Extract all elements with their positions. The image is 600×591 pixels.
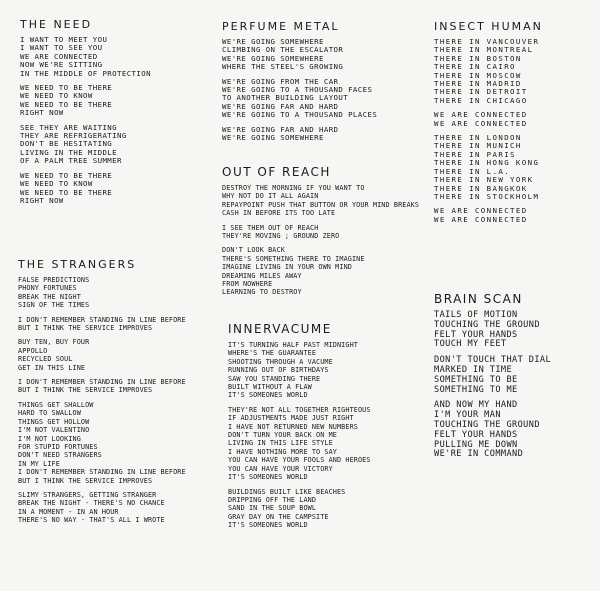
section-the-strangers bbox=[18, 258, 186, 525]
lyric-line: FOR STUPID FORTUNES bbox=[18, 442, 98, 451]
lyric-line: GRAY DAY ON THE CAMPSITE bbox=[228, 512, 329, 521]
lyric-line: THERE IN HONG KONG bbox=[434, 158, 540, 168]
lyric-line: BUILT WITHOUT A FLAW bbox=[228, 383, 312, 392]
lyric-line: THERE IN MUNICH bbox=[434, 141, 522, 151]
lyric-line: AND NOW MY HAND bbox=[434, 400, 518, 411]
lyric-line: APPOLLO bbox=[18, 346, 48, 355]
section-title: INSECT HUMAN bbox=[434, 20, 543, 33]
lyric-line: PHONY FORTUNES bbox=[18, 284, 77, 293]
lyric-line: WE NEED TO BE THERE bbox=[20, 187, 113, 197]
lyric-line: IT'S TURNING HALF PAST MIDNIGHT bbox=[228, 341, 358, 349]
lyric-line: THERE'S SOMETHING THERE TO IMAGINE bbox=[222, 254, 365, 263]
lyric-line: WE NEED TO BE THERE bbox=[20, 83, 113, 93]
lyric-line: IT'S SOMEONES WORLD bbox=[228, 391, 308, 400]
lyric-line: DON'T TURN YOUR BACK ON ME bbox=[228, 431, 337, 440]
lyric-line: THEY'RE NOT ALL TOGETHER RIGHTEOUS bbox=[228, 405, 371, 414]
lyric-lines bbox=[222, 38, 377, 142]
lyric-line: WE'RE GOING SOMEWHERE bbox=[222, 53, 324, 63]
lyric-line: WE'RE GOING TO A THOUSAND PLACES bbox=[222, 110, 378, 120]
lyric-line: THEY ARE REFRIGERATING bbox=[20, 131, 127, 141]
lyric-line: SAND IN THE SOUP BOWL bbox=[228, 504, 317, 513]
lyric-line: THERE IN MONTREAL bbox=[434, 45, 534, 55]
lyric-line: SOMETHING TO ME bbox=[434, 384, 518, 395]
lyric-line: THERE IN NEW YORK bbox=[434, 175, 534, 185]
lyric-line: FELT YOUR HANDS bbox=[434, 429, 518, 440]
lyric-line: THERE IN BOSTON bbox=[434, 53, 522, 63]
lyric-line: THERE IN VANCOUVER bbox=[434, 37, 540, 46]
lyric-line: PULLING ME DOWN bbox=[434, 439, 518, 450]
lyric-line: I'M YOUR MAN bbox=[434, 410, 501, 421]
section-perfume-metal bbox=[222, 20, 377, 142]
lyric-line: CASH IN BEFORE ITS TOO LATE bbox=[222, 209, 336, 218]
lyric-line: I HAVE NOT RETURNED NEW NUMBERS bbox=[228, 422, 358, 431]
lyric-line: THERE IN MADRID bbox=[434, 79, 522, 89]
section-title: BRAIN SCAN bbox=[434, 292, 523, 306]
lyric-line: I WANT TO SEE YOU bbox=[20, 43, 103, 53]
lyric-line: WE'RE GOING SOMEWHERE bbox=[222, 37, 324, 46]
lyric-line: SEE THEY ARE WAITING bbox=[20, 122, 117, 132]
lyric-lines bbox=[434, 311, 551, 460]
lyric-line: CLIMBING ON THE ESCALATOR bbox=[222, 45, 344, 55]
lyric-line: DON'T NEED STRANGERS bbox=[18, 451, 102, 460]
lyric-line: TO ANOTHER BUILDING LAYOUT bbox=[222, 93, 349, 103]
lyric-line: RUNNING OUT OF BIRTHDAYS bbox=[228, 366, 329, 375]
lyric-line: SHOOTING THROUGH A VACUME bbox=[228, 357, 333, 366]
lyric-line: DREAMING MILES AWAY bbox=[222, 271, 302, 280]
lyric-lines bbox=[222, 184, 419, 297]
lyric-line: SLIMY STRANGERS, GETTING STRANGER bbox=[18, 490, 157, 499]
lyric-line: THINGS GET SHALLOW bbox=[18, 400, 94, 409]
lyric-line: THERE IN DETROIT bbox=[434, 87, 528, 97]
lyric-line: RIGHT NOW bbox=[20, 108, 64, 118]
lyric-line: WE ARE CONNECTED bbox=[434, 118, 528, 128]
lyric-line: LEARNING TO DESTROY bbox=[222, 288, 302, 297]
lyric-line: I DON'T REMEMBER STANDING IN LINE BEFORE bbox=[18, 378, 186, 387]
lyric-line: WHY NOT DO IT ALL AGAIN bbox=[222, 192, 319, 201]
lyric-line: WE'RE GOING FROM THE CAR bbox=[222, 76, 339, 86]
lyric-line: IT'S SOMEONES WORLD bbox=[228, 473, 308, 482]
lyric-line: THERE IN LONDON bbox=[434, 133, 522, 143]
section-insect-human bbox=[434, 20, 543, 224]
section-title: THE NEED bbox=[20, 18, 93, 31]
lyric-line: FROM NOWHERE bbox=[222, 280, 273, 289]
section-title: OUT OF REACH bbox=[222, 165, 331, 179]
lyric-line: WHERE THE STEEL'S GROWING bbox=[222, 62, 344, 72]
lyric-line: IT'S SOMEONES WORLD bbox=[228, 521, 308, 530]
lyric-line: WE NEED TO BE THERE bbox=[20, 170, 113, 180]
lyric-line: IN THE MIDDLE OF PROTECTION bbox=[20, 68, 151, 78]
lyric-line: MARKED IN TIME bbox=[434, 364, 513, 375]
lyric-lines bbox=[228, 341, 371, 530]
lyric-line: WE ARE CONNECTED bbox=[20, 51, 98, 61]
lyric-line: LIVING IN THE MIDDLE bbox=[20, 147, 117, 157]
lyric-line: IMAGINE LIVING IN YOUR OWN MIND bbox=[222, 263, 352, 272]
lyric-line: I DON'T REMEMBER STANDING IN LINE BEFORE bbox=[18, 315, 186, 324]
lyric-line: BUT I THINK THE SERVICE IMPROVES bbox=[18, 386, 153, 395]
lyric-line: TOUCH MY FEET bbox=[434, 339, 507, 350]
lyric-line: IN A MOMENT - IN AN HOUR bbox=[18, 507, 119, 516]
lyric-line: I'M NOT LOOKING bbox=[18, 434, 81, 443]
lyric-line: LIVING IN THIS LIFE STYLE bbox=[228, 439, 333, 448]
lyric-line: DON'T BE HESITATING bbox=[20, 139, 113, 149]
lyric-line: WE ARE CONNECTED bbox=[434, 214, 528, 224]
lyric-line: YOU CAN HAVE YOUR FOOLS AND HEROES bbox=[228, 456, 371, 465]
lyric-line: WE NEED TO BE THERE bbox=[20, 99, 113, 109]
lyric-line: BUILDINGS BUILT LIKE BEACHES bbox=[228, 487, 346, 496]
section-the-need bbox=[20, 18, 151, 205]
lyric-line: NOW WE'RE SITTING bbox=[20, 60, 103, 70]
lyric-line: WE'RE GOING FAR AND HARD bbox=[222, 101, 339, 111]
lyric-line: TAILS OF MOTION bbox=[434, 310, 518, 320]
lyric-line: BUY TEN, BUY FOUR bbox=[18, 338, 90, 347]
lyric-line: THERE'S NO WAY - THAT'S ALL I WROTE bbox=[18, 516, 165, 525]
lyric-line: OF A PALM TREE SUMMER bbox=[20, 156, 122, 166]
lyric-line: WE'RE IN COMMAND bbox=[434, 449, 524, 460]
lyric-line: SIGN OF THE TIMES bbox=[18, 301, 90, 310]
lyric-line: THERE IN STOCKHOLM bbox=[434, 191, 540, 201]
lyric-line: IN MY LIFE bbox=[18, 459, 60, 468]
section-title: PERFUME METAL bbox=[222, 20, 340, 33]
lyric-line: THERE IN MOSCOW bbox=[434, 70, 522, 80]
lyric-line: THERE IN CHICAGO bbox=[434, 95, 528, 105]
section-title: INNERVACUME bbox=[228, 322, 332, 336]
lyric-line: THEY'RE MOVING ; GROUND ZERO bbox=[222, 232, 340, 241]
lyric-line: IF ADJUSTMENTS MADE JUST RIGHT bbox=[228, 414, 354, 423]
lyric-line: WE ARE CONNECTED bbox=[434, 110, 528, 120]
lyric-line: WE'RE GOING SOMEWHERE bbox=[222, 133, 324, 143]
lyric-line: DESTROY THE MORNING IF YOU WANT TO bbox=[222, 184, 365, 192]
lyric-line: THERE IN PARIS bbox=[434, 149, 516, 159]
lyric-line: RIGHT NOW bbox=[20, 195, 64, 205]
section-out-of-reach bbox=[222, 165, 419, 297]
lyric-line: HARD TO SWALLOW bbox=[18, 409, 81, 418]
lyric-line: I WANT TO MEET YOU bbox=[20, 35, 108, 44]
lyric-line: WE NEED TO KNOW bbox=[20, 179, 93, 189]
lyric-line: BREAK THE NIGHT - THERE'S NO CHANCE bbox=[18, 499, 165, 508]
lyric-line: YOU CAN HAVE YOUR VICTORY bbox=[228, 464, 333, 473]
lyric-line: FELT YOUR HANDS bbox=[434, 329, 518, 340]
lyric-line: I DON'T REMEMBER STANDING IN LINE BEFORE bbox=[18, 468, 186, 477]
lyric-line: WHERE'S THE GUARANTEE bbox=[228, 349, 317, 358]
lyric-line: BREAK THE NIGHT bbox=[18, 292, 81, 301]
lyric-line: I HAVE NOTHING MORE TO SAY bbox=[228, 447, 337, 456]
section-title: THE STRANGERS bbox=[18, 258, 137, 271]
lyric-line: BUT I THINK THE SERVICE IMPROVES bbox=[18, 476, 153, 485]
lyric-line: WE NEED TO KNOW bbox=[20, 91, 93, 101]
lyric-line: SOMETHING TO BE bbox=[434, 374, 518, 385]
lyric-line: WE'RE GOING FAR AND HARD bbox=[222, 124, 339, 134]
lyric-line: GET IN THIS LINE bbox=[18, 363, 86, 372]
lyric-line: THERE IN L.A. bbox=[434, 166, 511, 176]
lyric-lines bbox=[20, 36, 151, 205]
lyric-line: I'M NOT VALENTINO bbox=[18, 426, 90, 435]
lyric-line: SAW YOU STANDING THERE bbox=[228, 374, 321, 383]
lyric-line: DON'T LOOK BACK bbox=[222, 246, 285, 255]
lyric-line: DRIPPING OFF THE LAND bbox=[228, 495, 317, 504]
lyric-line: RECYCLED SOUL bbox=[18, 355, 73, 364]
lyric-lines bbox=[434, 38, 543, 224]
lyric-line: THERE IN CAIRO bbox=[434, 62, 516, 72]
lyric-line: THINGS GET HOLLOW bbox=[18, 417, 90, 426]
lyric-line: THERE IN BANGKOK bbox=[434, 183, 528, 193]
lyric-line: I SEE THEM OUT OF REACH bbox=[222, 223, 319, 232]
lyric-line: REPAYPOINT PUSH THAT BUTTON OR YOUR MIND BREAKS bbox=[222, 200, 420, 209]
lyric-line: TOUCHING THE GROUND bbox=[434, 319, 540, 330]
section-brain-scan bbox=[434, 292, 551, 460]
lyric-line: WE ARE CONNECTED bbox=[434, 206, 528, 216]
lyric-line: TOUCHING THE GROUND bbox=[434, 419, 540, 430]
lyric-lines bbox=[18, 276, 186, 525]
lyric-line: DON'T TOUCH THAT DIAL bbox=[434, 355, 552, 366]
lyric-line: FALSE PREDICTIONS bbox=[18, 276, 90, 284]
lyric-line: WE'RE GOING TO A THOUSAND FACES bbox=[222, 85, 373, 95]
lyric-line: BUT I THINK THE SERVICE IMPROVES bbox=[18, 324, 153, 333]
section-innervacume bbox=[228, 322, 371, 530]
